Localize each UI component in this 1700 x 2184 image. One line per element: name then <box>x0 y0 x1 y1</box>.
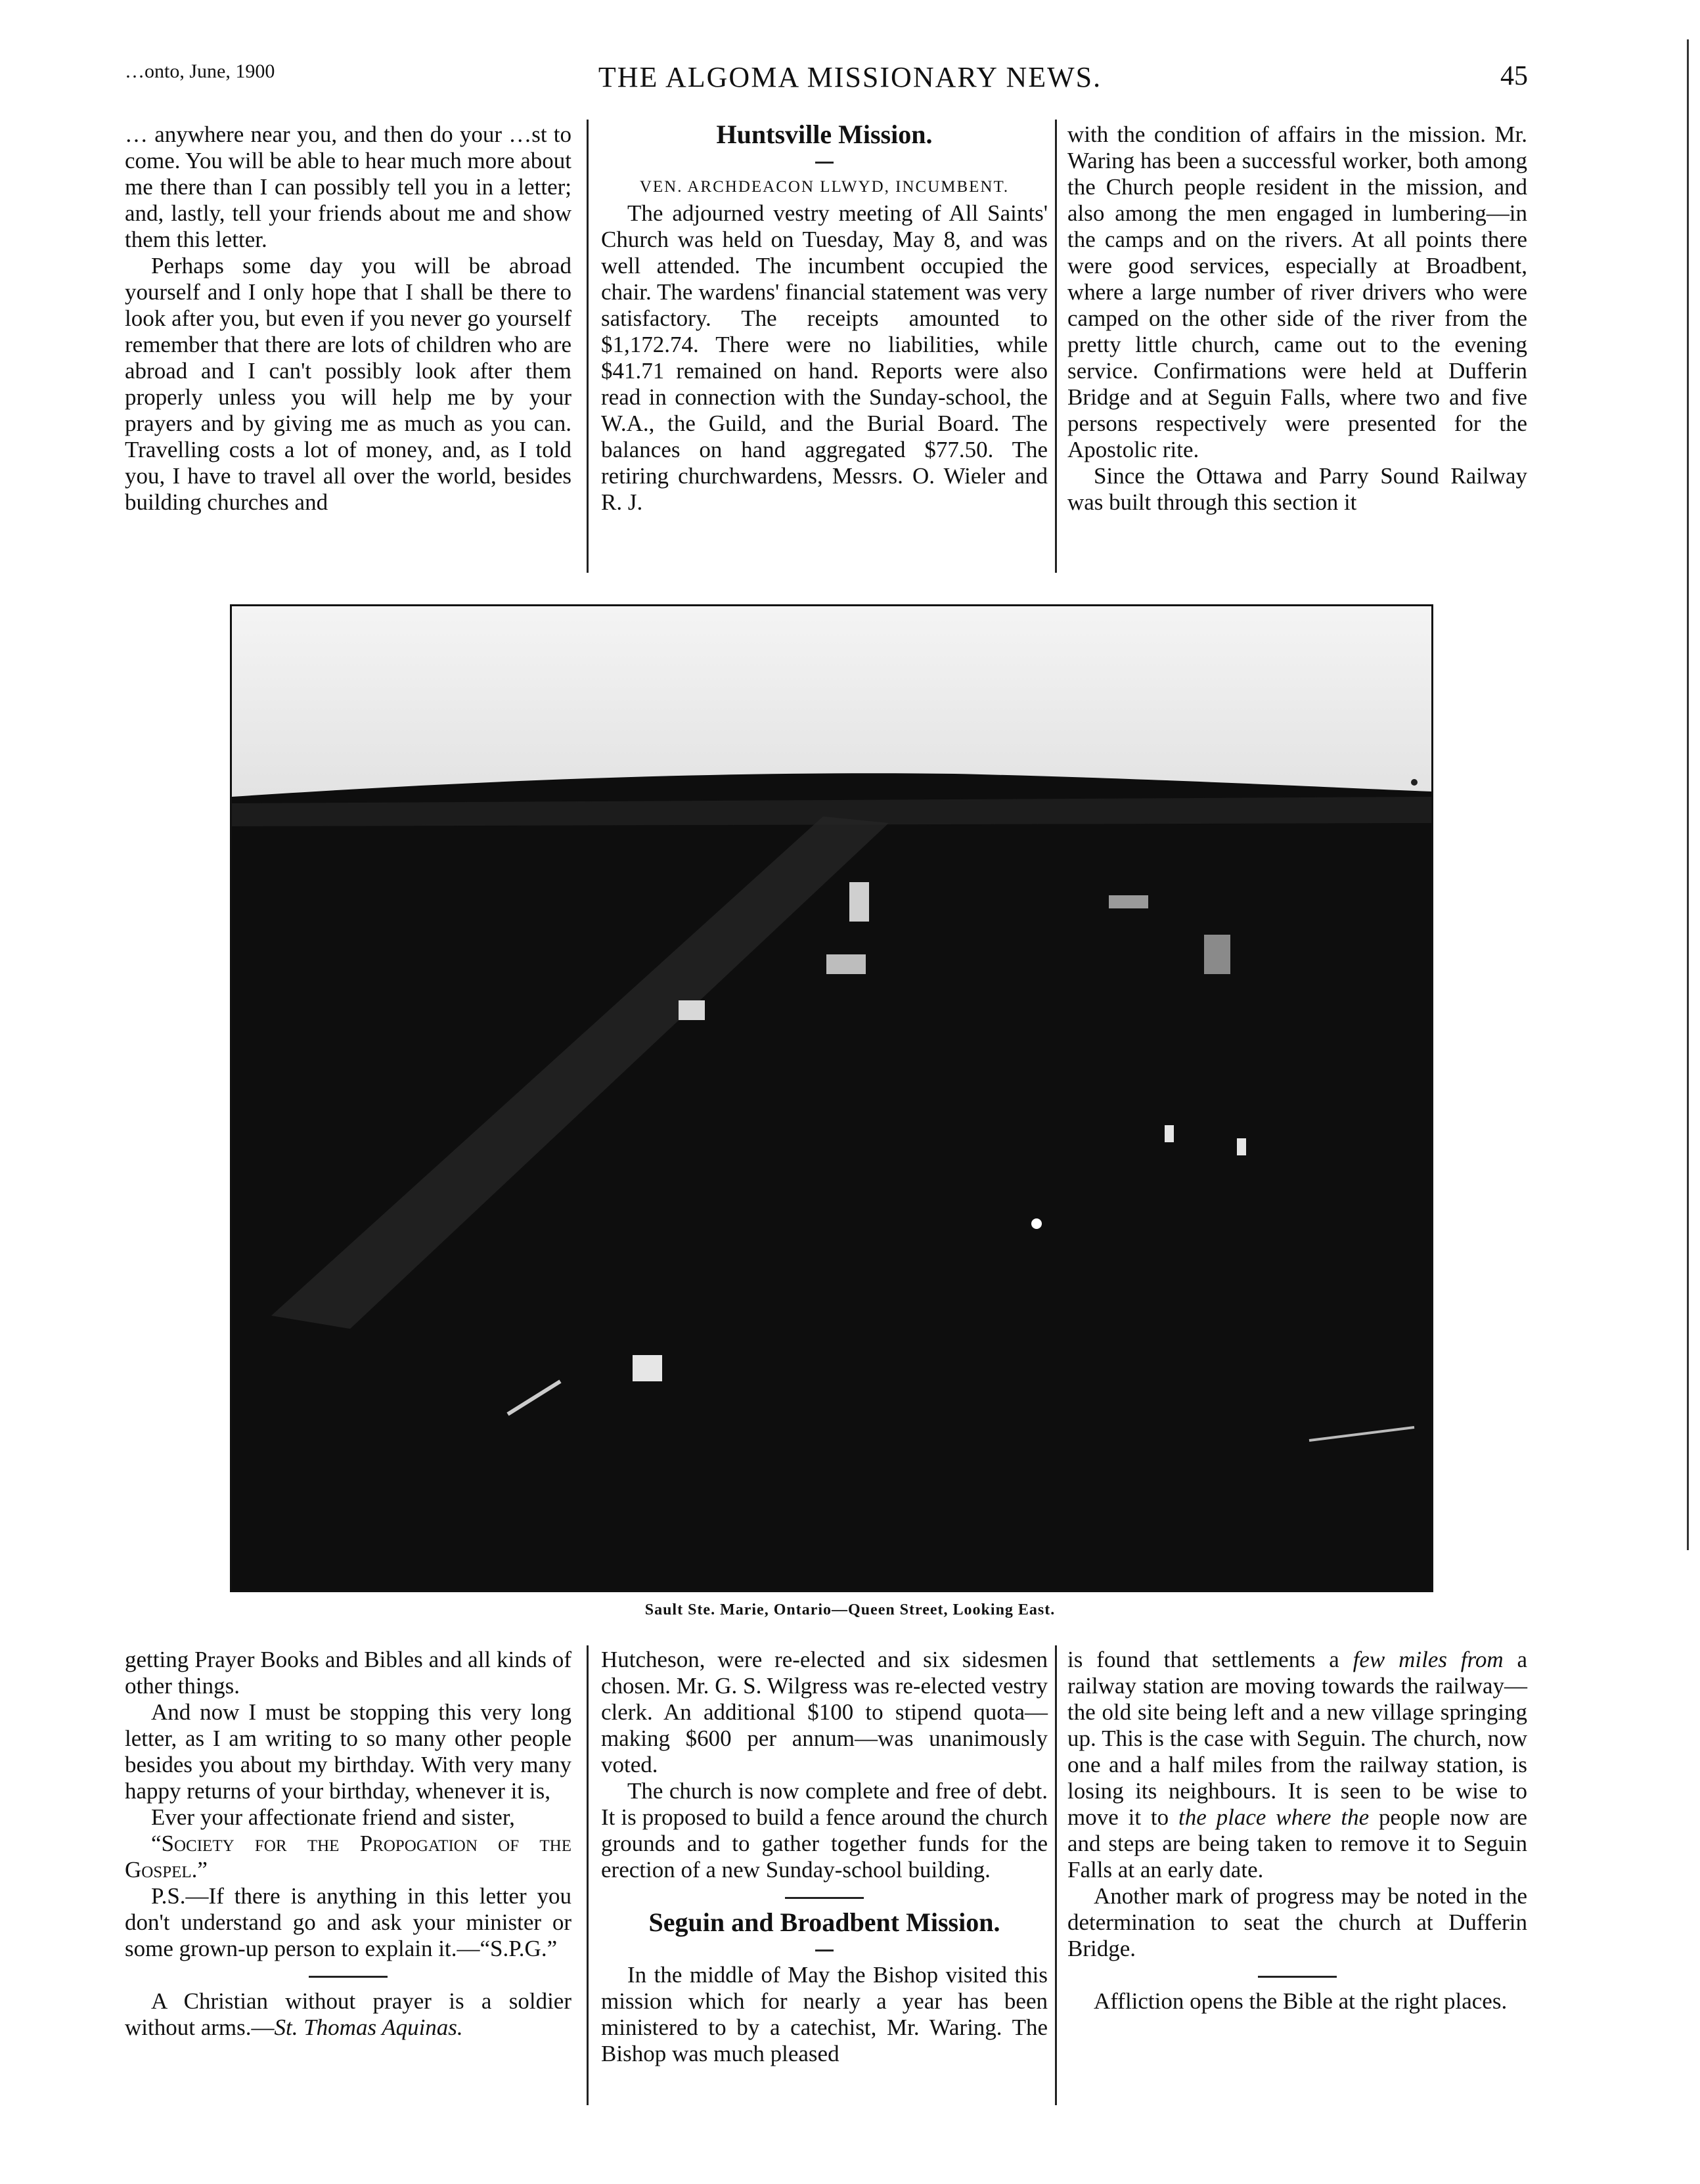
issue-date: …onto, June, 1900 <box>125 60 275 82</box>
street-photograph <box>230 604 1433 1592</box>
paragraph <box>1067 1647 1527 1883</box>
quotation-attribution: St. Thomas Aquinas. <box>274 2015 463 2040</box>
paragraph: Perhaps some day you will be abroad yourself and I only hope that I shall be there to look after you, but even if you never go yourself remember that there are lots of children who are abroad and I can't possibly look after them properly unless you will help me by your prayers and by giving me as much as you can. Travelling costs a lot of money, and, as I told you, I have to travel all over the world, besides building churches and <box>125 253 571 515</box>
postscript: P.S.—If there is anything in this letter you don't understand go and ask your minister or some grown-up person to explain it.—“S.P.G.” <box>125 1883 571 1961</box>
bottom-column-2 <box>601 1647 1048 2067</box>
text-run: is found that settlements a <box>1067 1647 1353 1672</box>
separator-rule <box>601 1883 1048 1909</box>
paragraph: In the middle of May the Bishop visited this mission which for nearly a year has been ministered to by a catechist, Mr. Waring. The Bishop was much pleased <box>601 1962 1048 2066</box>
text-run: a railway station are moving towards the railway—the old site being left and a new village springing up. This is the case with Seguin. The church, now one and a half miles from the railway station, is losing its neighbours. It is seen to be wise to move it to <box>1067 1647 1527 1830</box>
bottom-column-1 <box>125 1647 571 2041</box>
text-run: people now are and steps are being taken to remove it to Seguin Falls at an early date. <box>1067 1804 1528 1883</box>
closing-line: Ever your affectionate friend and sister, <box>151 1804 515 1830</box>
paragraph: Affliction opens the Bible at the right places. <box>1094 1988 1508 2014</box>
paragraph: getting Prayer Books and Bibles and all kinds of other things. <box>125 1647 571 1699</box>
separator-rule <box>1067 1962 1527 1988</box>
column-rule <box>587 1645 589 2105</box>
page-number: 45 <box>1500 61 1528 91</box>
paragraph: Since the Ottawa and Parry Sound Railway was built through this section it <box>1067 463 1527 515</box>
paragraph: And now I must be stopping this very long letter, as I am writing to so many other people besides you about my birthday. With very many happy returns of your birthday, whenever it is, <box>125 1699 571 1804</box>
section-heading-huntsville: Huntsville Mission. <box>716 120 933 149</box>
section-heading-seguin: Seguin and Broadbent Mission. <box>648 1907 1000 1937</box>
italic-run: the place where the <box>1178 1804 1370 1830</box>
page-edge-mark <box>1687 39 1689 1550</box>
paragraph: The church is now complete and free of debt. It is proposed to build a fence around the church grounds and to gather together funds for the erection of a new Sunday-school building. <box>601 1778 1048 1883</box>
heading-rule <box>601 148 1048 174</box>
signature: “Society for the Propogation of the Gospel.” <box>125 1831 571 1883</box>
top-column-1 <box>125 122 571 516</box>
paragraph: Hutcheson, were re-elected and six sidesmen chosen. Mr. G. S. Wilgress was re-elected vestry clerk. An additional $100 to stipend quota—making $600 per annum—was unanimously voted. <box>601 1647 1048 1777</box>
paragraph: … anywhere near you, and then do your …st to come. You will be able to hear much more about me there than I can possibly tell you in a letter; and, lastly, tell your friends about me and show them this letter. <box>125 122 571 252</box>
column-rule <box>1055 1645 1057 2105</box>
column-rule <box>587 120 589 573</box>
incumbent-line: VEN. ARCHDEACON LLWYD, INCUMBENT. <box>639 178 1010 196</box>
photo-image <box>232 606 1431 1590</box>
quotation-text: A Christian without prayer is a soldier without arms.— <box>125 1988 571 2040</box>
heading-rule <box>601 1936 1048 1962</box>
column-rule <box>1055 120 1057 573</box>
bottom-column-3 <box>1067 1647 1527 2015</box>
paragraph: Another mark of progress may be noted in the determination to seat the church at Dufferin Bridge. <box>1067 1883 1527 1961</box>
top-column-3 <box>1067 122 1527 516</box>
paragraph: with the condition of affairs in the mission. Mr. Waring has been a successful worker, both among the Church people resident in the mission, and also among the men engaged in lumbering—in the camps and on the rivers. At all points there were good services, especially at Broadbent, where a large number of river drivers who were camped on the other side of the river from the pretty little church, came out to the evening service. Confirmations were held at Dufferin Bridge and at Seguin Falls, where two and five persons respectively were presented for the Apostolic rite. <box>1067 122 1527 462</box>
newspaper-title: THE ALGOMA MISSIONARY NEWS. <box>598 61 1102 93</box>
top-column-2 <box>601 122 1048 516</box>
separator-rule <box>125 1962 571 1988</box>
paragraph: The adjourned vestry meeting of All Saints' Church was held on Tuesday, May 8, and was well attended. The incumbent occupied the chair. The wardens' financial statement was very satisfactory. The receipts amounted to $1,172.74. There were no liabilities, while $41.71 remained on hand. Reports were also read in connection with the Sunday-school, the W.A., the Guild, and the Burial Board. The balances on hand aggregated $77.50. The retiring churchwardens, Messrs. O. Wieler and R. J. <box>601 200 1048 515</box>
italic-run: few miles from <box>1353 1647 1504 1672</box>
photo-caption: Sault Ste. Marie, Ontario—Queen Street, Looking East. <box>644 1601 1056 1618</box>
quotation <box>125 1988 571 2041</box>
